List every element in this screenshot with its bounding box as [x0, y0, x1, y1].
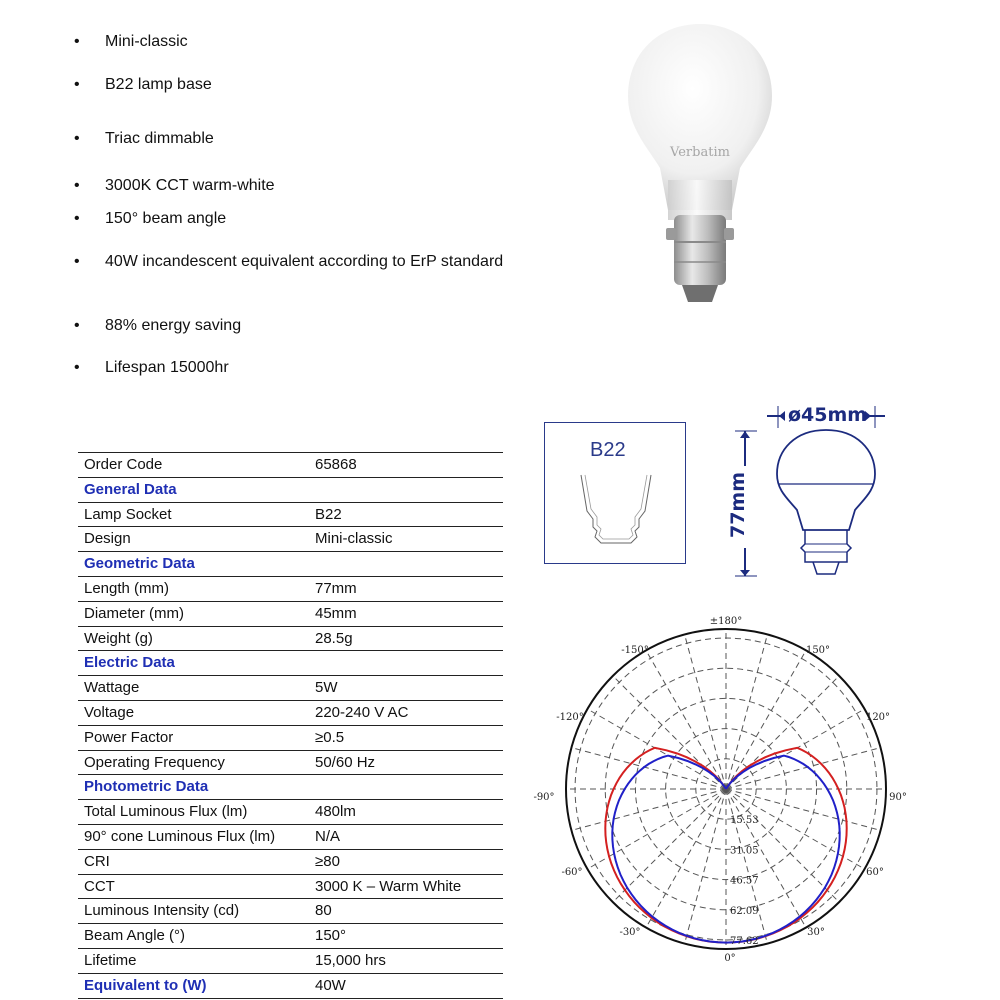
polar-spoke: [646, 650, 726, 789]
polar-spoke: [571, 789, 726, 830]
polar-angle-label: 0°: [724, 953, 736, 964]
spec-row: [78, 577, 503, 602]
spec-key: Geometric Data: [84, 555, 195, 573]
spec-key: Electric Data: [84, 654, 175, 672]
polar-radial-label: 62.09: [730, 905, 759, 917]
bayonet-pin: [724, 228, 734, 240]
spec-row: [78, 800, 503, 825]
spec-key: Total Luminous Flux (lm): [84, 803, 248, 821]
polar-angle-label: 30°: [807, 927, 825, 938]
spec-key: CCT: [84, 877, 115, 895]
bullet-icon: •: [74, 76, 80, 93]
spec-value: 28.5g: [315, 629, 353, 647]
spec-row: [78, 527, 503, 552]
spec-key: Beam Angle (°): [84, 927, 186, 945]
spec-value: 50/60 Hz: [315, 753, 376, 771]
spec-value: B22: [315, 505, 342, 523]
polar-spoke: [726, 789, 767, 944]
spec-key: Wattage: [84, 679, 140, 697]
polar-radial-label: 15.53: [730, 815, 759, 827]
bullet-icon: •: [74, 210, 80, 227]
polar-spoke: [685, 789, 726, 944]
spec-value: 5W: [315, 679, 338, 697]
brand-logo: Verbatim: [670, 145, 730, 160]
base-outline-box: [544, 422, 686, 564]
spec-section-header: [78, 552, 503, 577]
spec-value: 3000 K – Warm White: [315, 877, 462, 895]
polar-spoke: [646, 789, 726, 928]
spec-key: Power Factor: [84, 728, 174, 746]
spec-row: [78, 899, 503, 924]
spec-key: Design: [84, 530, 131, 548]
polar-angle-label: ±180°: [709, 616, 743, 627]
spec-key: General Data: [84, 480, 177, 498]
polar-spoke: [685, 634, 726, 789]
bulb-photo: [620, 10, 780, 315]
bulb-base-cap: [674, 215, 726, 285]
spec-row: [78, 701, 503, 726]
polar-light-distribution-chart: [520, 605, 940, 975]
dimension-drawing: [725, 398, 900, 583]
bullet-icon: •: [74, 359, 80, 376]
polar-spoke: [726, 634, 767, 789]
bullet-icon: •: [74, 130, 80, 147]
bayonet-pin: [666, 228, 676, 240]
bulb-neck: [668, 180, 732, 220]
spec-value: 150°: [315, 927, 347, 945]
spec-key: CRI: [84, 852, 110, 870]
spec-value: 15,000 hrs: [315, 951, 386, 969]
height-label: 77mm: [727, 471, 750, 539]
base-tip: [682, 285, 718, 302]
spec-row: [78, 503, 503, 528]
spec-value: ≥80: [315, 852, 340, 870]
bullet-icon: •: [74, 317, 80, 334]
spec-row: [78, 602, 503, 627]
diameter-label: ø45mm: [788, 404, 868, 426]
spec-value: N/A: [315, 827, 341, 845]
spec-key: Photometric Data: [84, 778, 209, 796]
spec-value: 65868: [315, 456, 357, 473]
spec-value: Mini-classic: [315, 530, 393, 548]
spec-row: [78, 949, 503, 974]
polar-angle-label: -150°: [621, 645, 649, 656]
spec-key: Lifetime: [84, 951, 137, 969]
feature-list: • Mini-classic • B22 lamp base • Triac dimmable • 3000K CCT warm-white • 150° beam angle • 40W incandescent equivalent according to ErP standard • 88% energy saving • Lifespan 15000hr: [74, 33, 504, 376]
polar-angle-label: 90°: [889, 792, 907, 803]
spec-row: [78, 850, 503, 875]
spec-value: 480lm: [315, 803, 356, 821]
spec-key: Equivalent to (W): [84, 976, 207, 994]
polar-radial-label: 31.05: [730, 845, 759, 857]
spec-key: Operating Frequency: [84, 753, 225, 771]
spec-value: 40W: [315, 976, 346, 994]
polar-angle-label: -60°: [561, 867, 583, 878]
polar-radial-label: 77.62: [730, 935, 759, 947]
spec-key: Voltage: [84, 703, 135, 721]
polar-radial-label: 46.57: [730, 875, 759, 887]
polar-spoke: [726, 650, 806, 789]
polar-angle-label: -120°: [556, 712, 584, 723]
spec-value: ≥0.5: [315, 728, 345, 746]
spec-row: [78, 825, 503, 850]
spec-value: 77mm: [315, 579, 357, 597]
spec-key: Order Code: [84, 456, 163, 473]
spec-key: Luminous Intensity (cd): [84, 902, 240, 920]
spec-row: [78, 676, 503, 701]
bullet-icon: •: [74, 177, 80, 194]
spec-value: 220-240 V AC: [315, 703, 409, 721]
spec-value: 45mm: [315, 604, 357, 622]
spec-section-header: [78, 775, 503, 800]
spec-key: Length (mm): [84, 579, 170, 597]
bullet-icon: •: [74, 33, 80, 50]
spec-row: [78, 452, 503, 478]
polar-angle-label: 60°: [866, 867, 884, 878]
polar-angle-label: -30°: [619, 927, 641, 938]
spec-section-header: [78, 651, 503, 676]
spec-row: [78, 875, 503, 900]
spec-key: Lamp Socket: [84, 505, 172, 523]
polar-angle-label: 150°: [805, 645, 831, 656]
base-outline-icon: [545, 423, 687, 565]
spec-key: Weight (g): [84, 629, 153, 647]
spec-key: 90° cone Luminous Flux (lm): [84, 827, 276, 845]
spec-row: [78, 751, 503, 776]
polar-angle-label: -90°: [533, 792, 555, 803]
polar-angle-label: 120°: [865, 712, 891, 723]
base-type-label: B22: [590, 439, 626, 461]
spec-row: [78, 924, 503, 949]
spec-row: [78, 726, 503, 751]
spec-section-header: [78, 478, 503, 503]
spec-value: 80: [315, 902, 332, 920]
spec-section-header: [78, 974, 503, 999]
spec-row: [78, 627, 503, 652]
bullet-icon: •: [74, 253, 80, 270]
spec-key: Diameter (mm): [84, 604, 184, 622]
polar-spoke: [613, 789, 726, 902]
spec-table: [78, 452, 503, 999]
